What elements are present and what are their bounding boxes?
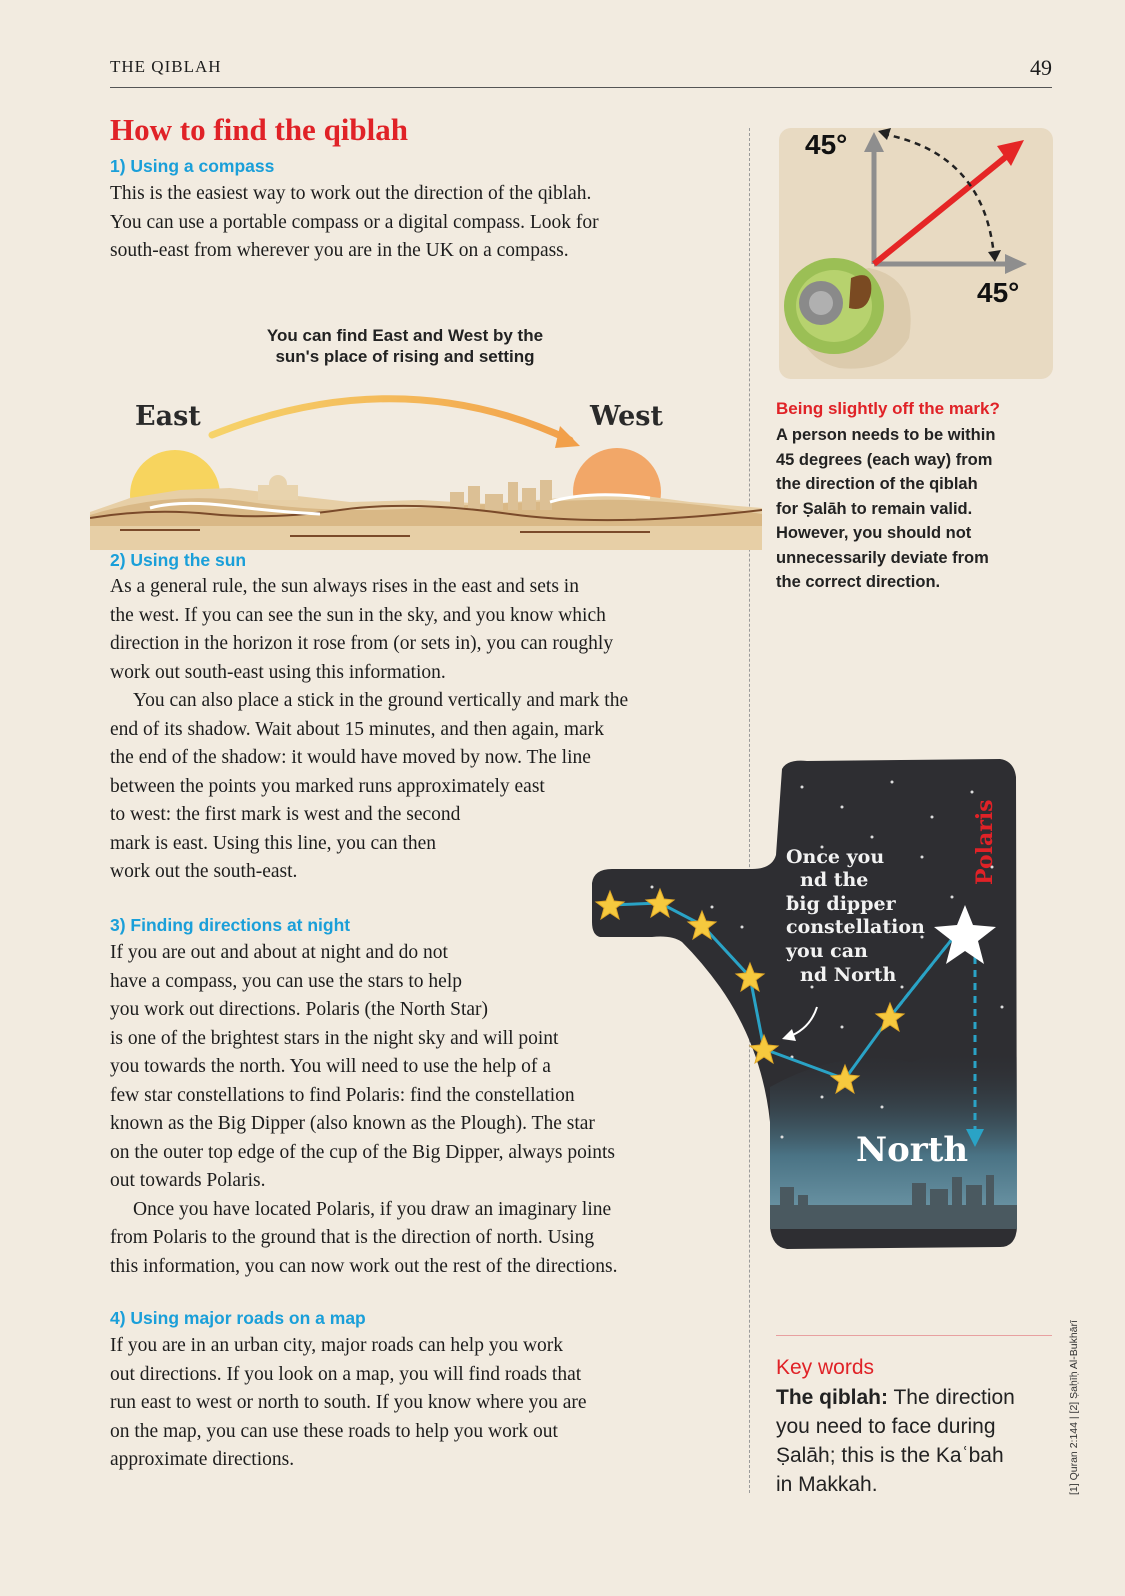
body-line: south-east from wherever you are in the UK on a compass. [110, 240, 569, 261]
body-line: you towards the north. You will need to use the help of a [110, 1056, 551, 1077]
body-line: This is the easiest way to work out the direction of the qiblah. [110, 183, 592, 204]
sidebar-line: A person needs to be within [776, 426, 996, 444]
sun-caption [210, 325, 600, 367]
key-definition-line: in Makkah. [776, 1473, 878, 1496]
body-line: few star constellations to find Polaris: find the constellation [110, 1084, 575, 1106]
sidebar-line: 45 degrees (each way) from [776, 450, 993, 469]
section-heading-sun: 2) Using the sun [110, 550, 247, 570]
key-definition-line: Ṣalāh; this is the Kaʿbah [776, 1444, 1004, 1467]
sidebar-heading: Being slightly off the mark? [776, 399, 1000, 418]
body-line: If you are in an urban city, major roads can help you work [110, 1335, 564, 1356]
polaris-label: Polaris [972, 799, 998, 885]
body-line: between the points you marked runs approximately east [110, 775, 545, 797]
sidebar-text [776, 423, 995, 595]
body-line: work out the south-east. [110, 861, 298, 882]
sidebar-line: the correct direction. [776, 573, 941, 591]
body-line: out towards Polaris. [110, 1170, 266, 1191]
key-words-title: Key words [776, 1356, 875, 1379]
section-body-night [110, 939, 617, 1281]
sidebar-line: unnecessarily deviate from [776, 548, 989, 567]
arc-arrowhead [555, 426, 580, 448]
west-label: West [590, 401, 663, 432]
running-head: THE QIBLAH [110, 57, 222, 76]
mosque [258, 475, 298, 500]
sidebar-line: for Ṣalāh to remain valid. [776, 499, 973, 518]
body-line: on the outer top edge of the cup of the Big Dipper, always points [110, 1141, 616, 1163]
body-line: approximate directions. [110, 1449, 295, 1470]
body-line: on the map, you can use these roads to help you work out [110, 1420, 558, 1442]
header-rule [110, 87, 1052, 88]
section-body-sun [110, 573, 628, 887]
body-line: have a compass, you can use the stars to help [110, 970, 462, 992]
body-line: out directions. If you look on a map, you will find roads that [110, 1363, 582, 1385]
angle-label-right: 45° [977, 277, 1020, 308]
north-label: North [856, 1130, 969, 1170]
section-body-roads [110, 1332, 587, 1475]
compass-angle-illustration [779, 128, 1053, 379]
sun-caption-line: sun's place of rising and setting [275, 347, 535, 366]
body-line: end of its shadow. Wait about 15 minutes, and then again, mark [110, 718, 604, 740]
sun-caption-line: You can find East and West by the [266, 326, 544, 345]
body-line: direction in the horizon it rose from (or sets in), you can roughly [110, 633, 614, 654]
night-caption-line: constellation [786, 916, 925, 938]
body-line: the west. If you can see the sun in the sky, and you know which [110, 604, 606, 626]
key-words-rule [776, 1335, 1052, 1336]
body-line: run east to west or north to south. If you know where you are [110, 1392, 587, 1413]
key-term: The qiblah: [776, 1386, 888, 1409]
section-body-compass [110, 180, 599, 266]
key-words-definition [776, 1383, 1015, 1499]
body-line: the end of the shadow: it would have moved by now. The line [110, 747, 591, 768]
body-line: known as the Big Dipper (also known as the Plough). The star [110, 1113, 595, 1134]
body-line: As a general rule, the sun always rises in the east and sets in [110, 576, 579, 597]
night-caption-line: you can [786, 940, 868, 962]
body-line: you work out directions. Polaris (the North Star) [110, 999, 489, 1020]
body-line: from Polaris to the ground that is the direction of north. Using [110, 1227, 595, 1248]
body-line: this information, you can now work out the rest of the directions. [110, 1255, 618, 1277]
body-line: You can also place a stick in the ground vertically and mark the [133, 690, 629, 711]
key-words-line [776, 1383, 1015, 1412]
key-definition-line: The direction [888, 1386, 1015, 1409]
night-caption-line: nd the [800, 869, 869, 891]
section-heading-night: 3) Finding directions at night [110, 915, 351, 935]
body-line: is one of the brightest stars in the night sky and will point [110, 1027, 559, 1049]
night-caption-line: Once you [786, 846, 885, 868]
sidebar-line: the direction of the qiblah [776, 475, 978, 493]
body-line: work out south-east using this information. [110, 661, 446, 683]
night-sky-illustration [592, 757, 1030, 1257]
page-title: How to find the qiblah [110, 112, 409, 147]
body-line: to west: the first mark is west and the second [110, 804, 461, 825]
night-caption-line: big dipper [786, 893, 896, 915]
body-line: mark is east. Using this line, you can then [110, 832, 437, 854]
key-definition-line: you need to face during [776, 1415, 996, 1438]
references: [1] Quran 2:144 | [2] Ṣaḥīḥ Al-Bukhārī [1068, 1320, 1080, 1495]
sun-rise-set-illustration [90, 390, 762, 550]
body-line: If you are out and about at night and do not [110, 942, 448, 963]
section-heading-roads: 4) Using major roads on a map [110, 1308, 366, 1328]
sun-path-arc [212, 399, 570, 440]
section-heading-compass: 1) Using a compass [110, 156, 275, 176]
page-number: 49 [1030, 55, 1052, 80]
body-line: Once you have located Polaris, if you draw an imaginary line [133, 1198, 612, 1220]
night-caption-line: nd North [800, 964, 897, 986]
angle-label-top: 45° [805, 129, 848, 160]
east-label: East [135, 401, 201, 432]
body-line: You can use a portable compass or a digital compass. Look for [110, 211, 599, 233]
sidebar-line: However, you should not [776, 524, 972, 542]
